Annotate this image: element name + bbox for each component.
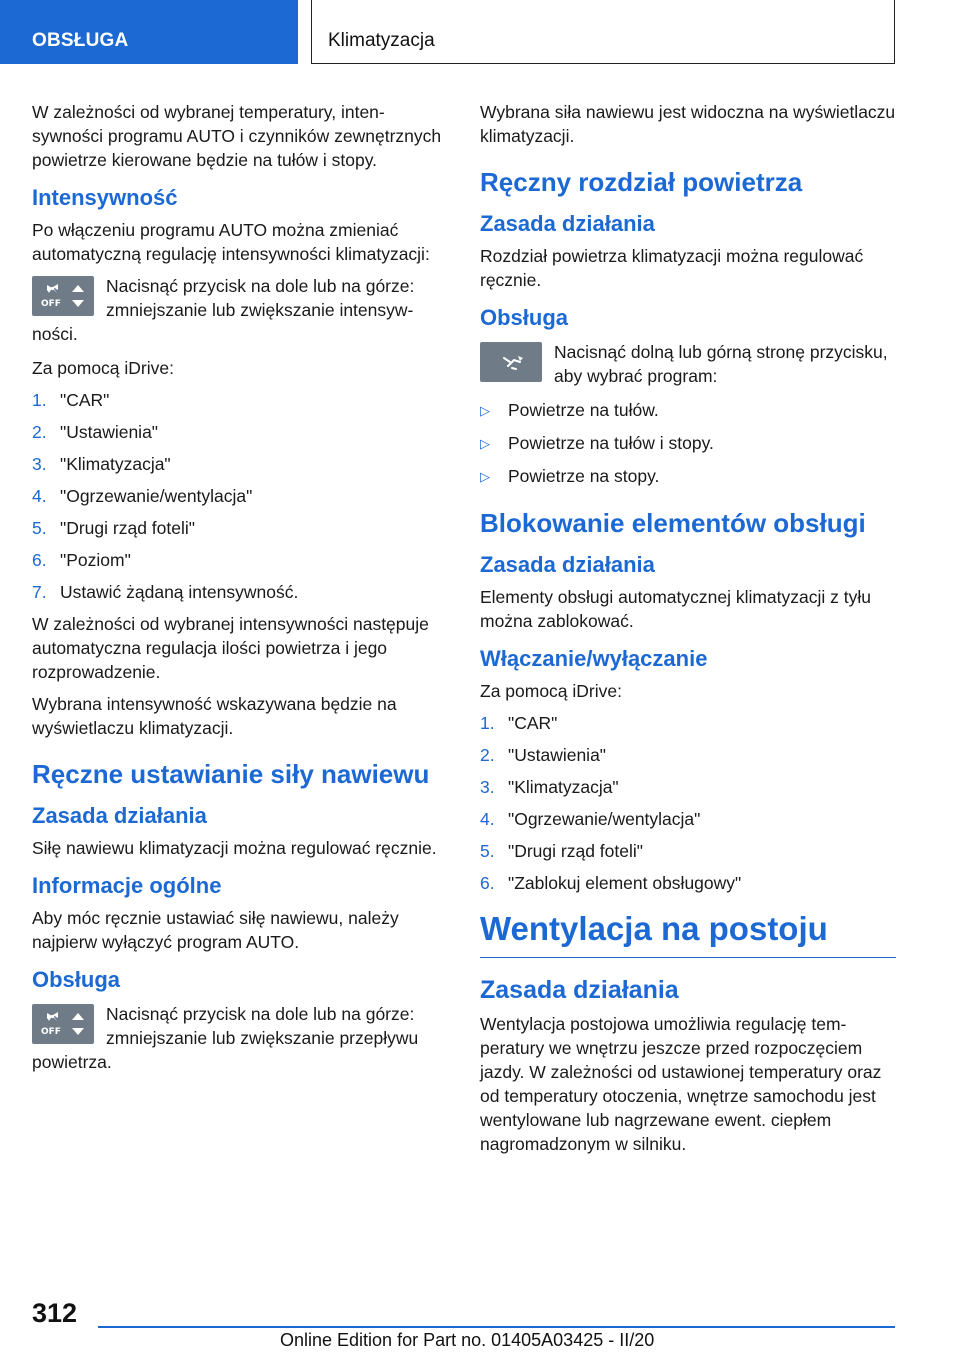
list-item: 4. "Ogrzewanie/wentylacja" bbox=[32, 486, 253, 506]
list-item: ▷ Powietrze na tułów. bbox=[480, 398, 896, 423]
triangle-right-bullet-icon: ▷ bbox=[480, 403, 490, 418]
heading-on-off: Włączanie/wyłączanie bbox=[480, 646, 708, 671]
list-item: 1. "CAR" bbox=[480, 713, 558, 733]
distribution-principle: Rozdział powietrza klimatyzacji można regulować ręcznie. bbox=[480, 246, 864, 290]
parking-principle: Wentylacja postojowa umożliwia regulację temperatury we wnętrzu jeszcze przed rozpoczęciem jazdy. W zależności od ustawionej temperatury oraz od temperatury otoczenia, wnętrze samochodu jest wentylowane lub nagrzewane ewent. ciepłem nagromadzonym w silniku. bbox=[480, 1014, 882, 1154]
list-item: 2. "Ustawienia" bbox=[32, 422, 159, 442]
list-item: 6. "Zablokuj element obsługowy" bbox=[480, 873, 742, 893]
intensity-after-2: Wybrana intensywność wskazywana będzie na wyświetlaczu klimatyzacji. bbox=[32, 694, 397, 738]
heading-manual-distribution: Ręczny rozdział powietrza bbox=[480, 167, 803, 197]
fan-operation bbox=[32, 1002, 448, 1050]
heading-lock: Blokowanie elementów obsługi bbox=[480, 508, 866, 538]
left-column bbox=[32, 100, 448, 1084]
heading-operation: Obsługa bbox=[32, 967, 121, 992]
page-number: 312 bbox=[32, 1298, 78, 1328]
list-item: 6. "Poziom" bbox=[32, 550, 131, 570]
svg-text:OFF: OFF bbox=[41, 299, 61, 309]
list-item: 7. Ustawić żądaną intensywność. bbox=[32, 582, 299, 602]
intensity-operation bbox=[32, 274, 448, 322]
footer-edition: Online Edition for Part no. 01405A03425 - II/20 bbox=[280, 1330, 655, 1350]
right-column bbox=[480, 100, 896, 1164]
idrive-label: Za pomocą iDrive: bbox=[32, 358, 174, 378]
section-tab: OBSŁUGA bbox=[0, 0, 298, 64]
heading-principle: Zasada działania bbox=[480, 976, 679, 1004]
heading-principle: Zasada działania bbox=[480, 211, 655, 236]
distribution-options bbox=[480, 398, 896, 489]
list-item: 5. "Drugi rząd foteli" bbox=[32, 518, 195, 538]
intensity-steps bbox=[32, 388, 448, 604]
distribution-operation bbox=[480, 340, 896, 388]
heading-principle: Zasada działania bbox=[480, 552, 655, 577]
list-item: 3. "Klimatyzacja" bbox=[480, 777, 619, 797]
manual-fan-general: Aby móc ręcznie ustawiać siłę nawiewu, należy najpierw wyłączyć program AUTO. bbox=[32, 908, 399, 952]
intensity-text: Po włączeniu programu AUTO można zmieniać automatyczną regulację intensywności klimatyzacji: bbox=[32, 220, 430, 264]
intro-paragraph: W zależności od wybranej temperatury, intensywności programu AUTO i czynników zewnętrznych powietrze kierowane będzie na tułów i stopy. bbox=[32, 102, 442, 170]
heading-operation: Obsługa bbox=[480, 305, 569, 330]
intensity-operation-tail: ności. bbox=[32, 324, 78, 344]
list-item: ▷ Powietrze na stopy. bbox=[480, 464, 896, 489]
list-item: 2. "Ustawienia" bbox=[480, 745, 607, 765]
list-item: ▷ Powietrze na tułów i stopy. bbox=[480, 431, 896, 456]
right-intro: Wybrana siła nawiewu jest widoczna na wyświetlaczu klimatyzacji. bbox=[480, 102, 896, 146]
fan-button-icon bbox=[32, 1004, 94, 1044]
intensity-after-1: W zależności od wybranej intensywności następuje automatyczna regulacja ilości powietrza i jego rozprowadzenie. bbox=[32, 614, 429, 682]
air-distribution-button-icon bbox=[480, 342, 542, 382]
lock-principle: Elementy obsługi automatycznej klimatyzacji z tyłu można zablokować. bbox=[480, 587, 871, 631]
list-item: 5. "Drugi rząd foteli" bbox=[480, 841, 643, 861]
heading-principle: Zasada działania bbox=[32, 803, 207, 828]
footer-divider bbox=[98, 1326, 895, 1328]
distribution-operation-text: Nacisnąć dolną lub górną stronę przycisku, aby wybrać program: bbox=[554, 342, 888, 386]
idrive-label: Za pomocą iDrive: bbox=[480, 681, 622, 701]
heading-intensity: Intensywność bbox=[32, 185, 178, 210]
heading-general: Informacje ogólne bbox=[32, 873, 222, 898]
chapter-title: Klimatyzacja bbox=[311, 0, 895, 64]
list-item: 3. "Klimatyzacja" bbox=[32, 454, 171, 474]
fan-operation-tail: powietrza. bbox=[32, 1052, 112, 1072]
lock-steps bbox=[480, 711, 896, 895]
intensity-operation-text: Nacisnąć przycisk na dole lub na górze: zmniejszanie lub zwiększanie intensyw- bbox=[106, 276, 415, 320]
list-item: 1. "CAR" bbox=[32, 390, 110, 410]
fan-operation-text: Nacisnąć przycisk na dole lub na górze: zmniejszanie lub zwiększanie przepływu bbox=[106, 1004, 419, 1048]
heading-parking-ventilation: Wentylacja na postoju bbox=[480, 909, 896, 958]
triangle-right-bullet-icon: ▷ bbox=[480, 469, 490, 484]
fan-button-icon bbox=[32, 276, 94, 316]
manual-fan-principle: Siłę nawiewu klimatyzacji można regulować ręcznie. bbox=[32, 838, 437, 858]
heading-manual-fan: Ręczne ustawianie siły nawiewu bbox=[32, 759, 430, 789]
triangle-right-bullet-icon: ▷ bbox=[480, 436, 490, 451]
list-item: 4. "Ogrzewanie/wentylacja" bbox=[480, 809, 701, 829]
svg-text:OFF: OFF bbox=[41, 1027, 61, 1037]
